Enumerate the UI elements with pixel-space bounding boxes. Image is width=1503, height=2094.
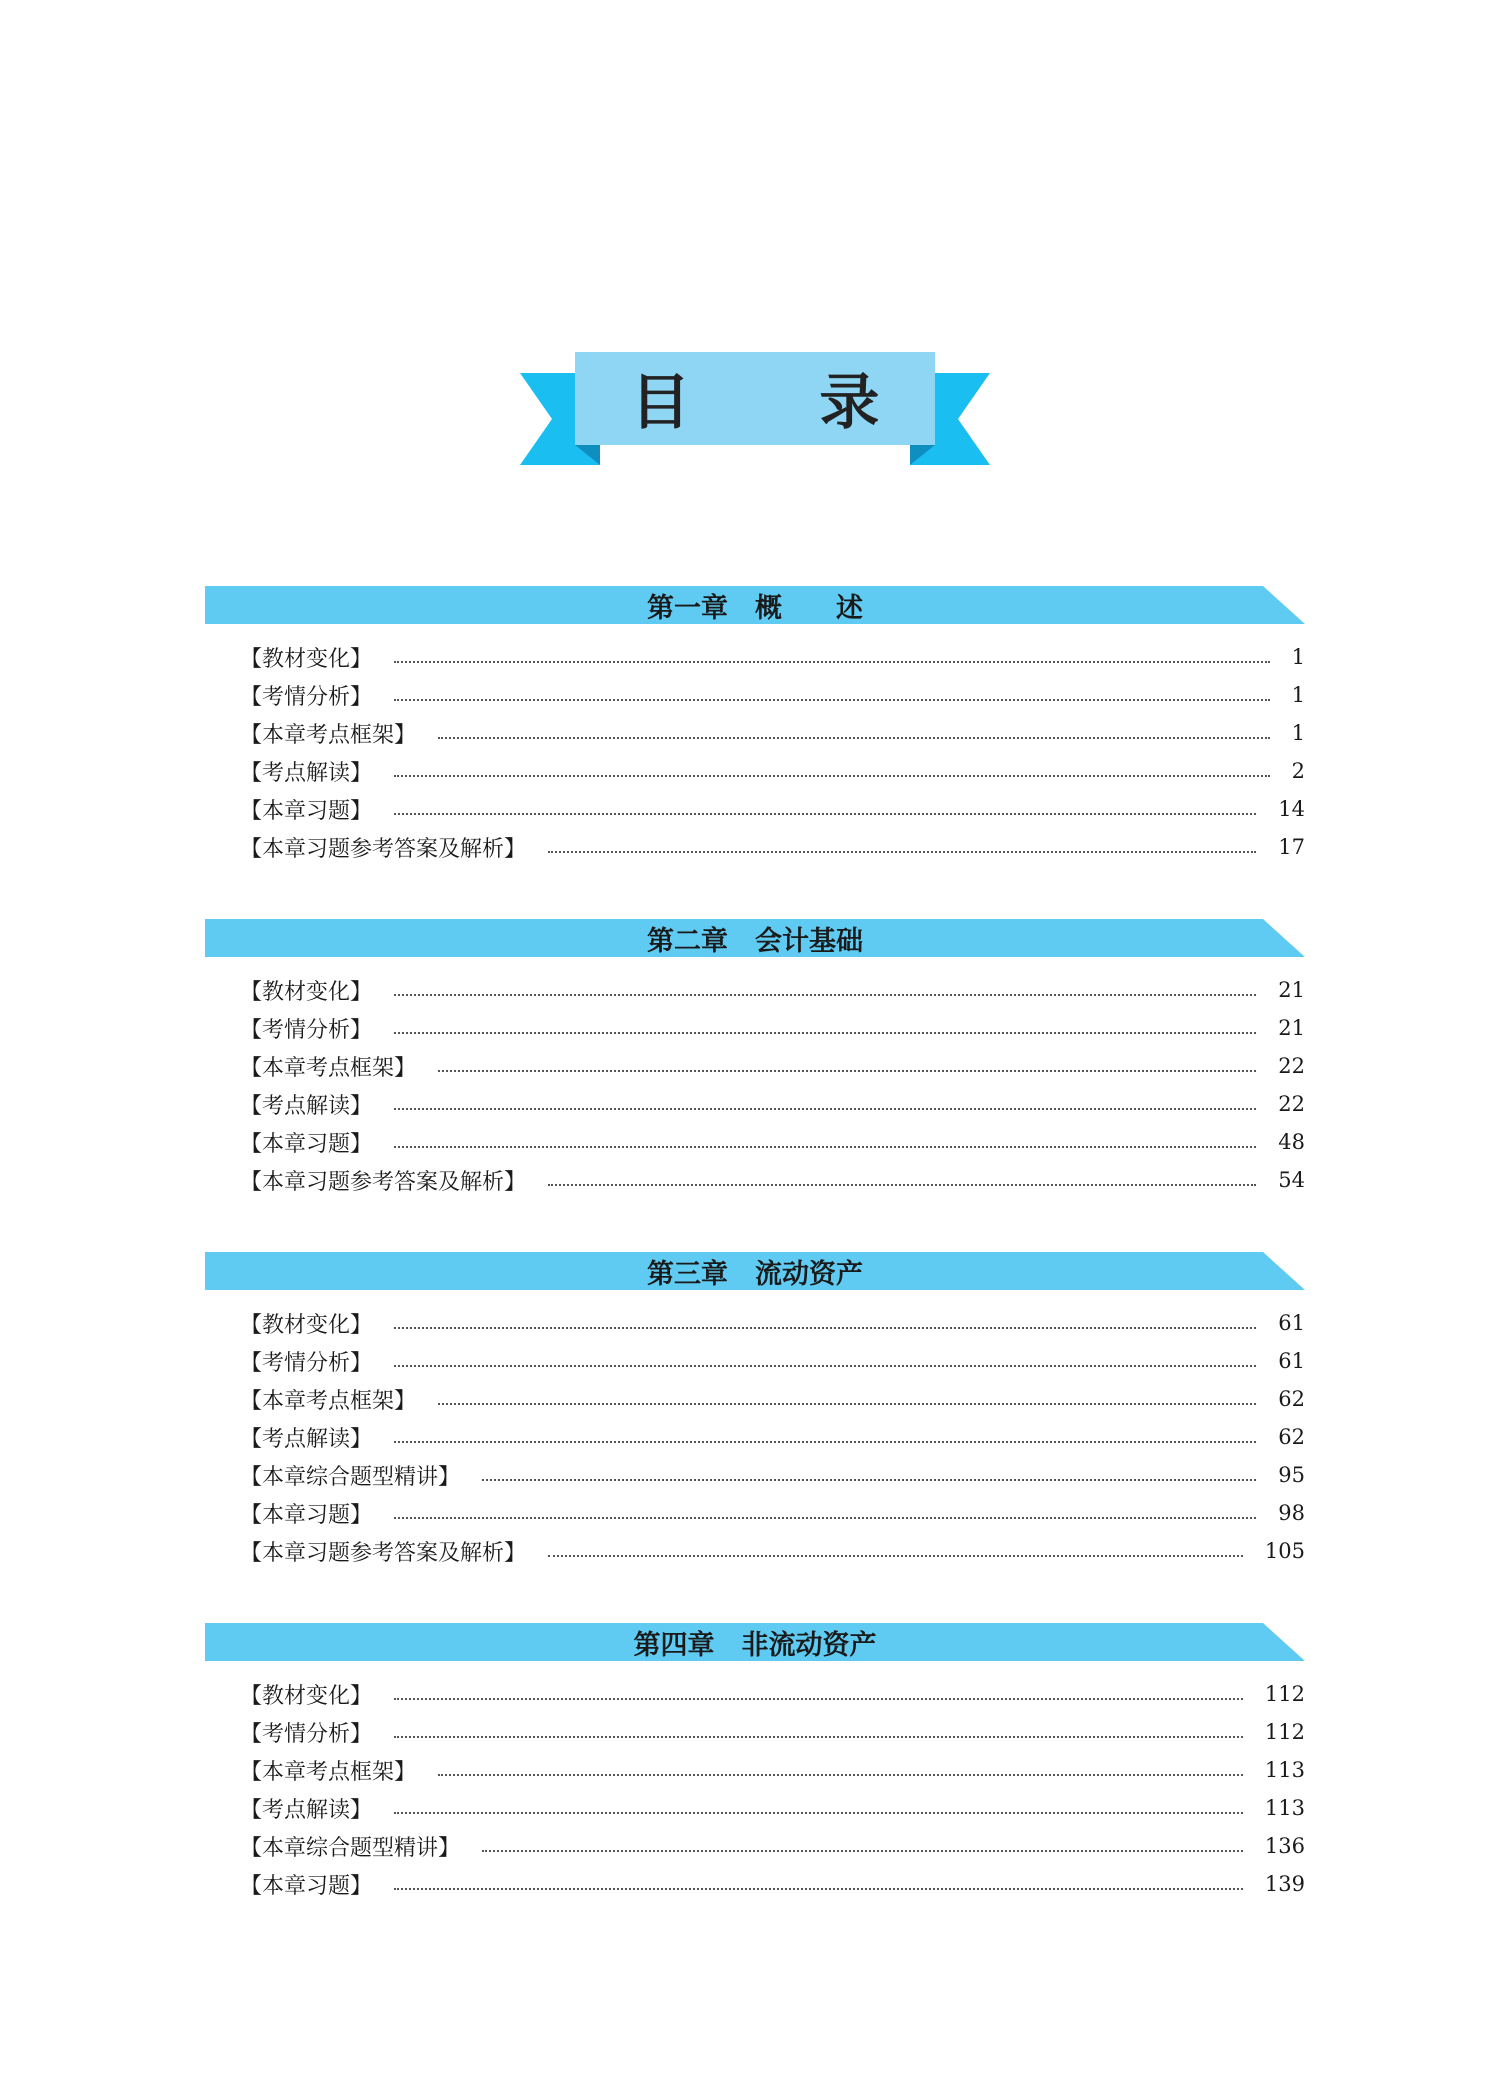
toc-entry-label: 【本章习题】 [240,1873,373,1899]
dot-leader [438,1401,1256,1405]
dot-leader [482,1477,1256,1481]
chapter-title: 第一章 概 述 [647,592,863,624]
toc-entry[interactable] [240,790,1305,828]
toc-entry-label: 【教材变化】 [240,1312,373,1338]
dot-leader [548,1182,1256,1186]
toc-entry-page-number: 112 [1264,1720,1305,1744]
dot-leader [394,1515,1256,1519]
dot-leader [394,1144,1256,1148]
toc-entry-label: 【考点解读】 [240,760,373,786]
chapter-title: 第四章 非流动资产 [633,1629,877,1661]
toc-entry[interactable] [240,1532,1305,1570]
toc-entry[interactable] [240,1713,1305,1751]
chapter-title: 第二章 会计基础 [647,925,863,957]
toc-entry-page-number: 105 [1264,1539,1305,1563]
dot-leader [394,1810,1243,1814]
toc-entry[interactable] [240,828,1305,866]
dot-leader [394,697,1270,701]
toc-entry-page-number: 98 [1278,1501,1305,1525]
toc-entry-page-number: 1 [1291,721,1305,745]
toc-entry[interactable] [240,1009,1305,1047]
toc-entry-page-number: 48 [1278,1130,1305,1154]
toc-entry-label: 【本章综合题型精讲】 [240,1464,461,1490]
dot-leader [394,773,1270,777]
dot-leader [548,1553,1243,1557]
dot-leader [394,1106,1256,1110]
toc-entry-label: 【考情分析】 [240,684,373,710]
toc-entry[interactable] [240,1865,1305,1903]
dot-leader [394,1696,1243,1700]
toc-entry[interactable] [240,1380,1305,1418]
chapter-title: 第三章 流动资产 [647,1258,863,1290]
toc-entry[interactable] [240,1456,1305,1494]
toc-entry-label: 【考点解读】 [240,1797,373,1823]
toc-entry[interactable] [240,1751,1305,1789]
toc-entry[interactable] [240,1827,1305,1865]
toc-entry[interactable] [240,1161,1305,1199]
dot-leader [394,1363,1256,1367]
dot-leader [548,849,1256,853]
toc-entry[interactable] [240,1123,1305,1161]
chapter-header-band [205,1252,1305,1290]
title-ribbon [0,0,1503,480]
toc-entry[interactable] [240,638,1305,676]
toc-entry-label: 【本章考点框架】 [240,1759,417,1785]
toc-entry-label: 【考情分析】 [240,1721,373,1747]
toc-entry-label: 【考点解读】 [240,1093,373,1119]
toc-entry-label: 【本章习题参考答案及解析】 [240,836,527,862]
dot-leader [438,1772,1243,1776]
toc-entry-label: 【教材变化】 [240,646,373,672]
toc-entry-page-number: 112 [1264,1682,1305,1706]
toc-entry-page-number: 17 [1278,835,1305,859]
toc-entry[interactable] [240,714,1305,752]
dot-leader [394,1030,1256,1034]
toc-entry-label: 【本章习题】 [240,1131,373,1157]
toc-entry-label: 【本章综合题型精讲】 [240,1835,461,1861]
toc-entry[interactable] [240,1304,1305,1342]
dot-leader [394,1886,1243,1890]
toc-entry[interactable] [240,1418,1305,1456]
toc-entry-label: 【本章考点框架】 [240,1388,417,1414]
toc-entry-label: 【教材变化】 [240,979,373,1005]
toc-entry[interactable] [240,1494,1305,1532]
toc-entry[interactable] [240,1047,1305,1085]
toc-entry[interactable] [240,1675,1305,1713]
dot-leader [394,992,1256,996]
toc-entry-label: 【教材变化】 [240,1683,373,1709]
dot-leader [438,1068,1256,1072]
toc-entry-page-number: 54 [1278,1168,1305,1192]
toc-entry-page-number: 1 [1291,683,1305,707]
toc-entry-page-number: 62 [1278,1387,1305,1411]
dot-leader [394,659,1270,663]
dot-leader [394,1439,1256,1443]
toc-entry-page-number: 61 [1278,1311,1305,1335]
dot-leader [482,1848,1243,1852]
toc-entry-page-number: 113 [1264,1758,1305,1782]
toc-entry-label: 【考情分析】 [240,1350,373,1376]
toc-entry-page-number: 95 [1278,1463,1305,1487]
page-title: 目 录 [630,368,934,438]
toc-entry-label: 【本章习题】 [240,1502,373,1528]
toc-entry-label: 【本章习题参考答案及解析】 [240,1540,527,1566]
dot-leader [394,1325,1256,1329]
toc-entry[interactable] [240,1789,1305,1827]
toc-entry-page-number: 61 [1278,1349,1305,1373]
toc-entry-label: 【本章考点框架】 [240,1055,417,1081]
toc-entry-label: 【考点解读】 [240,1426,373,1452]
toc-entry[interactable] [240,1085,1305,1123]
toc-entry[interactable] [240,971,1305,1009]
toc-entry-page-number: 136 [1264,1834,1305,1858]
toc-entry-page-number: 1 [1291,645,1305,669]
toc-entry-label: 【考情分析】 [240,1017,373,1043]
toc-entry-label: 【本章习题参考答案及解析】 [240,1169,527,1195]
toc-entry-page-number: 2 [1291,759,1305,783]
toc-entry-label: 【本章考点框架】 [240,722,417,748]
toc-entry-page-number: 21 [1278,1016,1305,1040]
chapter-header-band [205,919,1305,957]
toc-entry-page-number: 113 [1264,1796,1305,1820]
toc-entry-page-number: 139 [1264,1872,1305,1896]
chapter-header-band [205,1623,1305,1661]
toc-entry-label: 【本章习题】 [240,798,373,824]
toc-entry-page-number: 22 [1278,1092,1305,1116]
toc-entry-page-number: 21 [1278,978,1305,1002]
toc-entry-page-number: 62 [1278,1425,1305,1449]
toc-entry-page-number: 14 [1278,797,1305,821]
dot-leader [394,811,1256,815]
toc-entry[interactable] [240,752,1305,790]
chapter-header-band [205,586,1305,624]
toc-entry[interactable] [240,1342,1305,1380]
toc-entry-page-number: 22 [1278,1054,1305,1078]
dot-leader [394,1734,1243,1738]
dot-leader [438,735,1270,739]
toc-entry[interactable] [240,676,1305,714]
